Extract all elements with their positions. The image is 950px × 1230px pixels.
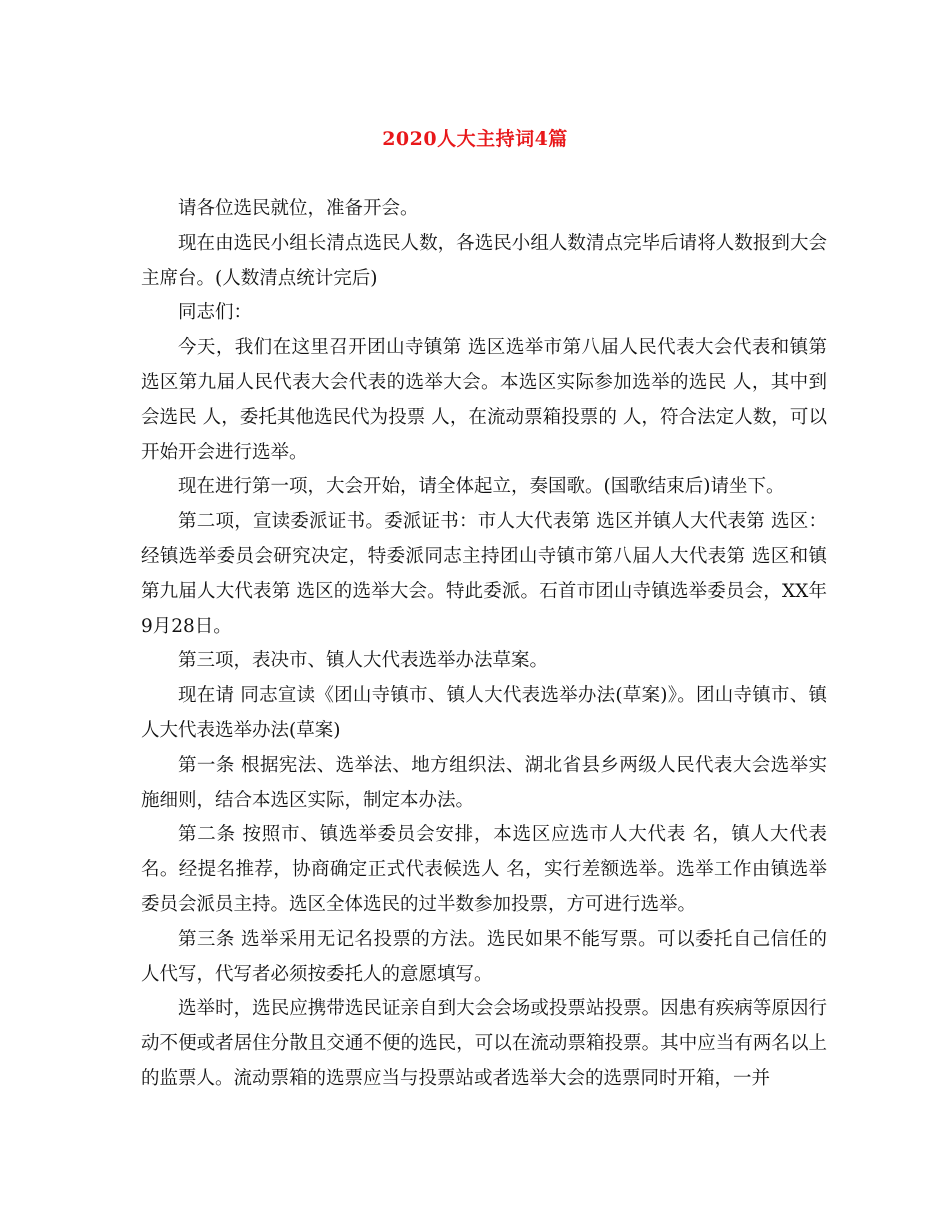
paragraph: 第三条 选举采用无记名投票的方法。选民如果不能写票。可以委托自己信任的人代写，代写者必须按委托人的意愿填写。 [141, 928, 827, 985]
paragraph: 现在由选民小组长清点选民人数，各选民小组人数清点完毕后请将人数报到大会主席台。(人数清点统计完后) [141, 232, 827, 289]
paragraph: 第二条 按照市、镇选举委员会安排，本选区应选市人大代表 名，镇人大代表名。经提名推荐，协商确定正式代表候选人 名，实行差额选举。选举工作由镇选举委员会派员主持。选区全体选民的过半数参加投票，方可进行选举。 [141, 824, 827, 915]
paragraph: 同志们： [178, 302, 253, 324]
paragraph: 第三项，表决市、镇人大代表选举办法草案。 [178, 650, 549, 672]
paragraph: 第二项，宣读委派证书。委派证书：市人大代表第 选区并镇人大代表第 选区：经镇选举委员会研究决定，特委派同志主持团山寺镇市第八届人大代表第 选区和镇第九届人大代表第 选区的选举大会。特此委派。石首市团山寺镇选举委员会，XX年9月28日。 [141, 511, 827, 637]
paragraph: 现在请 同志宣读《团山寺镇市、镇人大代表选举办法(草案)》。团山寺镇市、镇人大代表选举办法(草案) [141, 685, 827, 741]
paragraph: 今天，我们在这里召开团山寺镇第 选区选举市第八届人民代表大会代表和镇第 选区第九届人民代表大会代表的选举大会。本选区实际参加选举的选民 人，其中到会选民 人，委托其他选民代为投票 人，在流动票箱投票的 人，符合法定人数，可以开始开会进行选举。 [141, 337, 827, 463]
document-title: 2020人大主持词4篇 [382, 128, 568, 150]
paragraph: 选举时，选民应携带选民证亲自到大会会场或投票站投票。因患有疾病等原因行动不便或者居住分散且交通不便的选民，可以在流动票箱投票。其中应当有两名以上的监票人。流动票箱的选票应当与投票站或者选举大会的选票同时开箱，一并 [141, 998, 827, 1089]
paragraph: 请各位选民就位，准备开会。 [178, 198, 419, 219]
paragraph: 第一条 根据宪法、选举法、地方组织法、湖北省县乡两级人民代表大会选举实施细则，结合本选区实际，制定本办法。 [141, 754, 827, 811]
document-body [141, 192, 827, 1097]
paragraph: 现在进行第一项，大会开始，请全体起立，奏国歌。(国歌结束后)请坐下。 [178, 476, 785, 498]
